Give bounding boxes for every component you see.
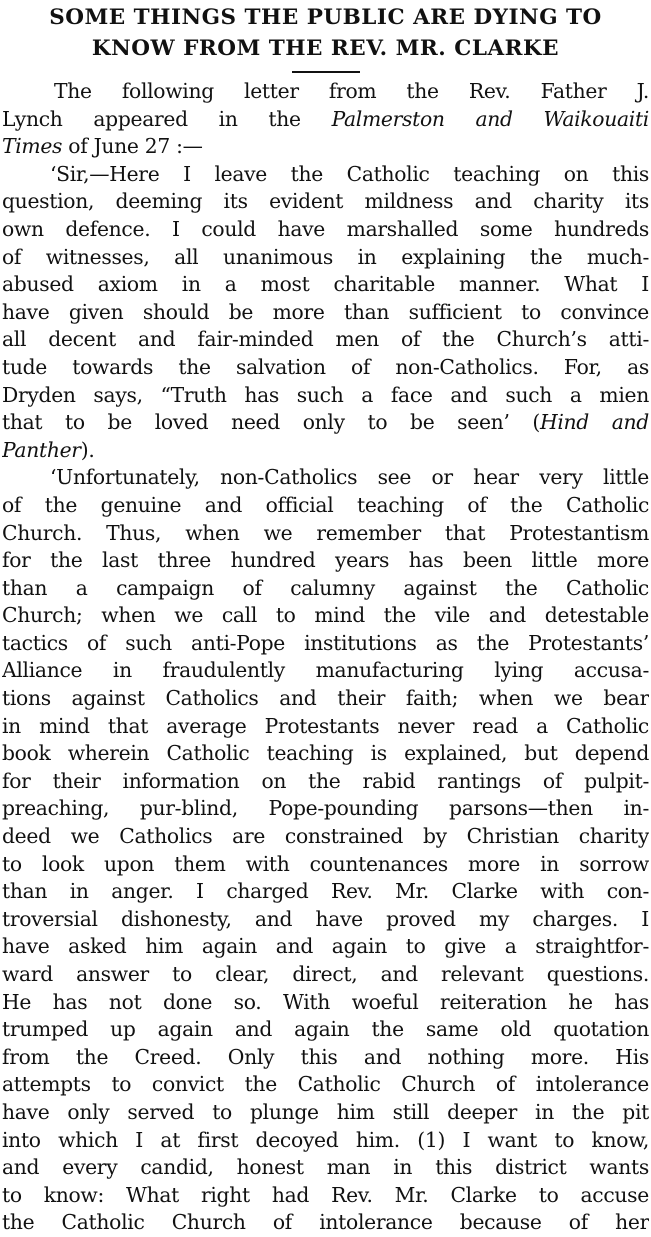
paragraph-line: tude towards the salvation of non-Catholics. For, as — [2, 354, 649, 379]
headline — [2, 0, 649, 64]
poem-title: Hind and — [539, 410, 649, 435]
paragraph-line: ward answer to clear, direct, and relevant questions. — [2, 962, 649, 986]
paragraph-line: that to be loved need only to be seen’ (Hind and — [2, 410, 649, 435]
paragraph-line: troversial dishonesty, and have proved my charges. I — [2, 906, 649, 931]
paragraph-line: book wherein Catholic teaching is explained, but depend — [2, 741, 649, 766]
paragraph-line: He has not done so. With woeful reiteration he has — [2, 989, 649, 1014]
paragraph-line: than in anger. I charged Rev. Mr. Clarke with con- — [2, 879, 649, 904]
paragraph-line: deed we Catholics are constrained by Christian charity — [2, 824, 649, 849]
paragraph-line: ‘Sir,—Here I leave the Catholic teaching on this — [50, 161, 649, 186]
intro-line: Lynch appeared in the Palmerston and Waikouaiti — [2, 106, 649, 131]
paragraph-line: all decent and fair-minded men of the Church’s atti- — [2, 327, 649, 352]
intro-line: Times of June 27 :— — [2, 134, 203, 159]
paragraph-line: Church; when we call to mind the vile and detestable — [2, 603, 649, 628]
paragraph-line: trumped up again and again the same old quotation — [2, 1017, 649, 1042]
paragraph-line: tactics of such anti-Pope institutions as the Protestants’ — [2, 630, 649, 655]
paragraph-line: attempts to convict the Catholic Church of intolerance — [2, 1072, 649, 1097]
headline-rule — [292, 71, 360, 73]
paragraph-line: Dryden says, “Truth has such a face and such a mien — [2, 382, 649, 407]
paragraph-line: tions against Catholics and their faith; when we bear — [2, 686, 649, 711]
paragraph-line: for their information on the rabid rantings of pulpit- — [2, 768, 649, 793]
paragraph-line: Panther). — [2, 437, 95, 462]
paragraph-line: have only served to plunge him still deeper in the pit — [2, 1099, 649, 1124]
headline-line-1: SOME THINGS THE PUBLIC ARE DYING TO — [49, 5, 602, 30]
paragraph-line: into which I at first decoyed him. (1) I want to know, — [2, 1127, 649, 1152]
paragraph-line: Church. Thus, when we remember that Protestantism — [2, 520, 649, 545]
paragraph-line: own defence. I could have marshalled some hundreds — [2, 216, 649, 241]
paragraph-line: have asked him again and again to give a straightfor- — [2, 934, 649, 959]
headline-line-2: KNOW FROM THE REV. MR. CLARKE — [91, 36, 560, 61]
paragraph-line: the Catholic Church of intolerance because of her — [2, 1210, 649, 1235]
paragraph-line: of the genuine and official teaching of the Catholic — [2, 492, 649, 517]
paragraph-line: preaching, pur-blind, Pope-pounding parsons—then in- — [2, 796, 649, 821]
paragraph-line: to look upon them with countenances more in sorrow — [2, 851, 649, 876]
paragraph-line: of witnesses, all unanimous in explaining the much- — [2, 244, 649, 269]
paragraph-line: have given should be more than sufficient to convince — [2, 299, 649, 324]
paragraph-line: ‘Unfortunately, non-Catholics see or hear very little — [50, 465, 649, 490]
paragraph-line: to know: What right had Rev. Mr. Clarke to accuse — [2, 1182, 649, 1207]
paragraph-line: than a campaign of calumny against the Catholic — [2, 575, 649, 600]
paragraph-line: for the last three hundred years has been little more — [2, 548, 649, 573]
paragraph-line: from the Creed. Only this and nothing more. His — [2, 1044, 649, 1069]
paragraph-line: question, deeming its evident mildness and charity its — [2, 189, 649, 214]
paragraph-line: in mind that average Protestants never read a Catholic — [2, 713, 649, 738]
newspaper-title: Times — [2, 134, 63, 159]
paragraph-line: and every candid, honest man in this district wants — [2, 1155, 649, 1180]
poem-title: Panther — [2, 437, 81, 462]
newspaper-title: Palmerston and Waikouaiti — [331, 106, 649, 131]
paragraph-line: abused axiom in a most charitable manner. What I — [2, 272, 649, 297]
paragraph-line: Alliance in fraudulently manufacturing lying accusa- — [2, 658, 649, 683]
article-body — [2, 78, 649, 1237]
intro-line: The following letter from the Rev. Father J. — [54, 79, 649, 103]
